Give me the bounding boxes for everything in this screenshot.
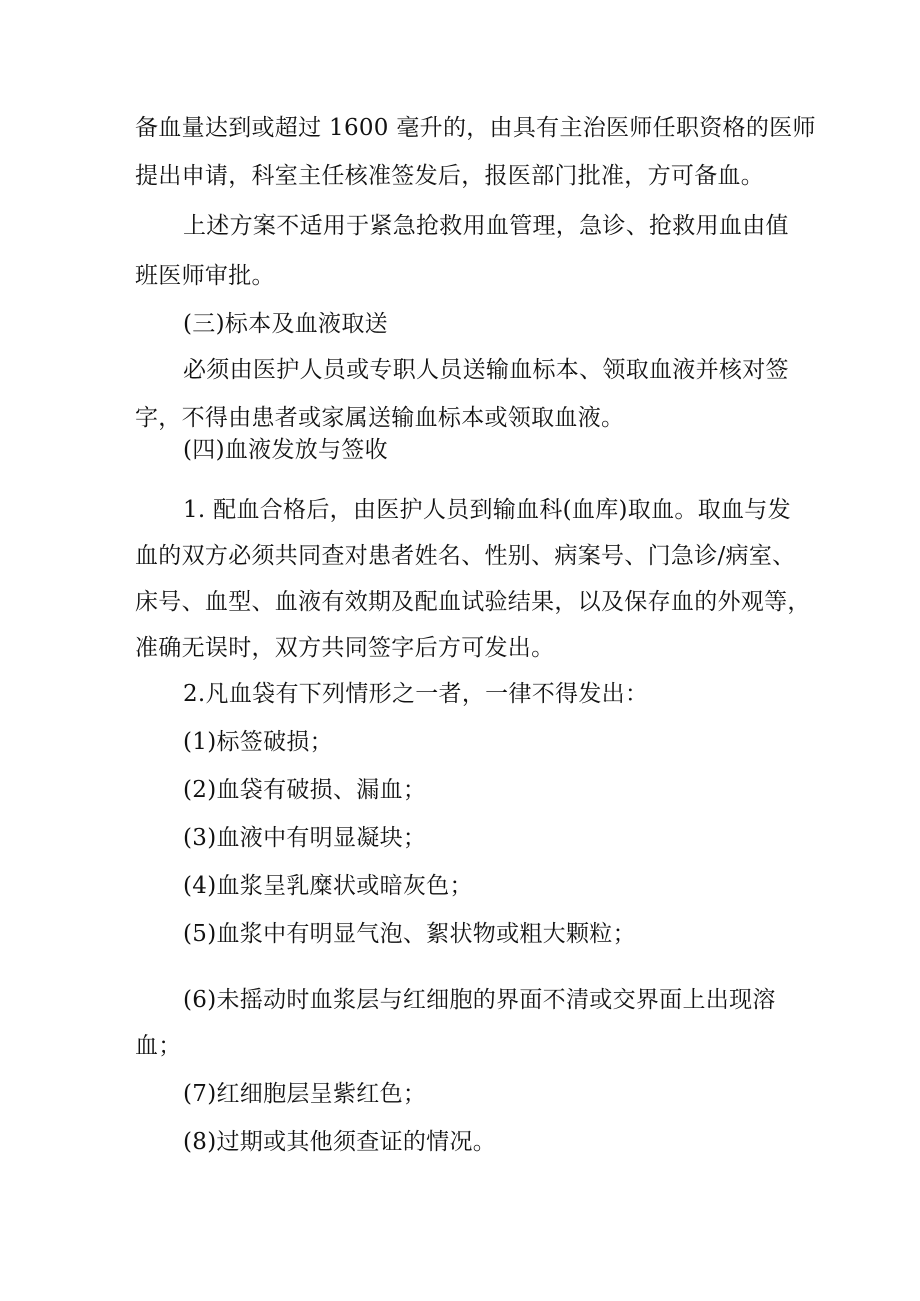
paragraph-line: 准确无误时，双方共同签字后方可发出。 — [135, 635, 555, 661]
list-item-continuation: 血； — [135, 1033, 182, 1059]
paragraph-line: 备血量达到或超过 1600 毫升的，由具有主治医师任职资格的医师 — [135, 115, 816, 141]
paragraph-line: 血的双方必须共同查对患者姓名、性别、病案号、门急诊/病室、 — [135, 543, 796, 569]
list-item: (6)未摇动时血浆层与红细胞的界面不清或交界面上出现溶 — [183, 987, 776, 1013]
list-item: (1)标签破损； — [183, 729, 333, 755]
list-item: (8)过期或其他须查证的情况。 — [183, 1129, 497, 1155]
paragraph-line: 字，不得由患者或家属送输血标本或领取血液。 — [135, 405, 625, 431]
list-item: (5)血浆中有明显气泡、絮状物或粗大颗粒； — [183, 921, 636, 947]
list-item: (2)血袋有破损、漏血； — [183, 777, 427, 803]
paragraph-line: 床号、血型、血液有效期及配血试验结果，以及保存血的外观等， — [135, 589, 811, 615]
paragraph-line: 必须由医护人员或专职人员送输血标本、领取血液并核对签 — [183, 357, 789, 383]
paragraph-line: 班医师审批。 — [135, 263, 275, 289]
paragraph-line: 提出申请，科室主任核准签发后，报医部门批准，方可备血。 — [135, 163, 765, 189]
section-heading: (四)血液发放与签收 — [183, 437, 388, 463]
list-item: (3)血液中有明显凝块； — [183, 825, 427, 851]
paragraph-line: 上述方案不适用于紧急抢救用血管理，急诊、抢救用血由值 — [183, 213, 789, 239]
paragraph-line: 1. 配血合格后，由医护人员到输血科(血库)取血。取血与发 — [183, 497, 791, 523]
list-item: (7)红细胞层呈紫红色； — [183, 1081, 427, 1107]
list-intro: 2.凡血袋有下列情形之一者，一律不得发出： — [183, 681, 649, 707]
section-heading: (三)标本及血液取送 — [183, 311, 388, 337]
list-item: (4)血浆呈乳糜状或暗灰色； — [183, 873, 473, 899]
